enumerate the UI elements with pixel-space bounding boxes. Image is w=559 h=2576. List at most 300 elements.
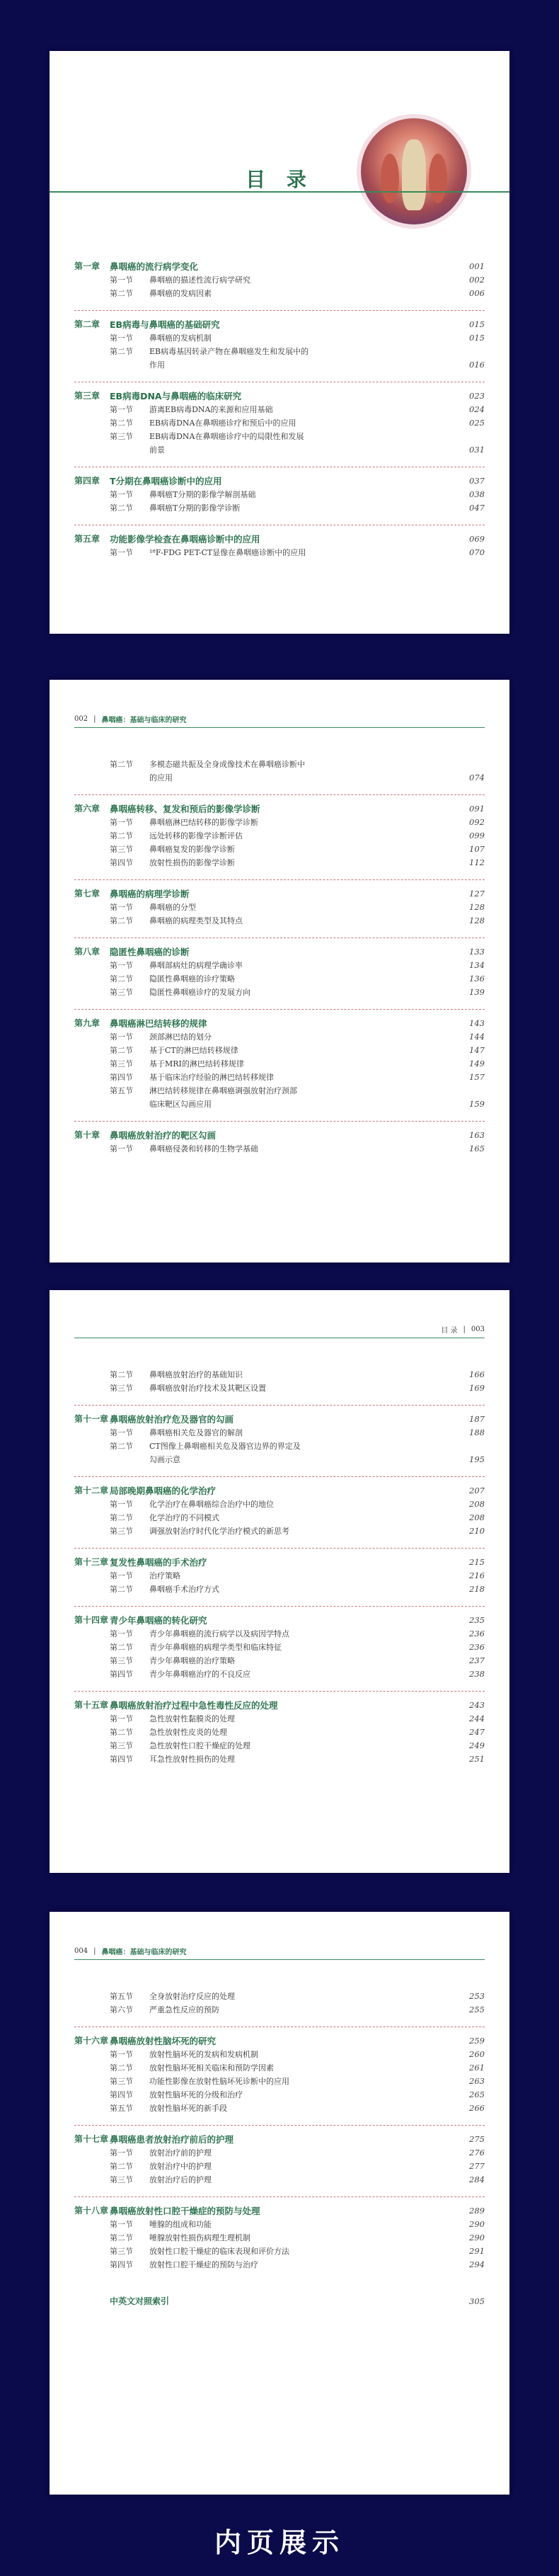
toc-section[interactable] <box>74 2075 485 2088</box>
toc-section[interactable] <box>74 2218 485 2231</box>
toc-section[interactable] <box>74 287 485 300</box>
running-header: 002 | 鼻咽癌：基础与临床的研究 <box>74 714 485 728</box>
chapter-heading[interactable] <box>74 1017 485 1030</box>
chapter-title: EB病毒与鼻咽癌的基础研究 <box>110 319 220 330</box>
section-title-continued: 勾画示意 <box>149 1455 180 1464</box>
toc-section[interactable] <box>74 2173 485 2187</box>
chapter-title: T分期在鼻咽癌诊断中的应用 <box>110 476 222 486</box>
section-title: 鼻咽癌的发病机制 <box>149 334 212 343</box>
chapter-number: 第十三章 <box>74 1557 109 1567</box>
section-title: 全身放射治疗反应的处理 <box>149 1992 235 2001</box>
chapter-number: 第十六章 <box>74 2036 109 2046</box>
section-number: 第三节 <box>110 1527 133 1536</box>
toc-chapter <box>74 1010 485 1122</box>
section-page: 260 <box>469 2049 485 2059</box>
toc-section[interactable] <box>74 2088 485 2102</box>
section-page: 237 <box>469 1655 485 1665</box>
toc-section-continued <box>74 358 485 372</box>
section-page: 002 <box>469 275 485 285</box>
chapter-page: 091 <box>469 804 485 814</box>
section-title: 青少年鼻咽癌的病理学类型和临床特征 <box>149 1643 282 1652</box>
running-page-number: 004 <box>74 1947 88 1955</box>
chapter-number: 第七章 <box>74 889 100 899</box>
section-number: 第二节 <box>110 2233 133 2242</box>
section-number: 第一节 <box>110 334 133 343</box>
section-title: 青少年鼻咽癌的治疗策略 <box>149 1656 235 1665</box>
section-page: 006 <box>469 288 485 298</box>
toc-chapter <box>74 938 485 1010</box>
chapter-number: 第十五章 <box>74 1700 109 1710</box>
section-title: 鼻咽癌的分型 <box>149 903 196 912</box>
chapter-page: 259 <box>469 2036 485 2046</box>
chapter-number: 第八章 <box>74 947 100 957</box>
running-header: 目 录 | 003 <box>74 1324 485 1338</box>
chapter-page: 001 <box>469 261 485 271</box>
chapter-number: 第九章 <box>74 1018 100 1028</box>
section-title: 多模态磁共振及全身成像技术在鼻咽癌诊断中 <box>149 760 305 769</box>
chapter-number: 第四章 <box>74 476 100 486</box>
chapter-title: EB病毒DNA与鼻咽癌的临床研究 <box>110 391 242 401</box>
section-page: 144 <box>469 1032 485 1042</box>
chapter-number: 第五章 <box>74 534 100 544</box>
chapter-title: 鼻咽癌转移、复发和预后的影像学诊断 <box>110 804 260 814</box>
section-title: 放射治疗前的护理 <box>149 2148 212 2158</box>
toc-chapter <box>74 1477 485 1549</box>
chapter-title: 隐匿性鼻咽癌的诊断 <box>110 947 190 957</box>
section-number: 第二节 <box>110 503 133 513</box>
toc-continuation <box>74 1361 485 1406</box>
section-number: 第二节 <box>110 1643 133 1652</box>
section-title: 基于临床治疗经验的淋巴结转移规律 <box>149 1073 274 1082</box>
section-page: 284 <box>469 2175 485 2184</box>
toc-section[interactable] <box>74 1511 485 1524</box>
chapter-number: 第一章 <box>74 261 100 271</box>
section-title: 放射性脑坏死的新手段 <box>149 2104 227 2113</box>
section-number: 第二节 <box>110 974 133 984</box>
section-page: 265 <box>469 2090 485 2099</box>
section-title: 功能性影像在放射性脑坏死诊断中的应用 <box>149 2077 289 2086</box>
section-title: 青少年鼻咽癌的流行病学以及病因学特点 <box>149 1629 289 1639</box>
chapter-heading[interactable] <box>74 318 485 331</box>
section-page: 099 <box>469 831 485 840</box>
section-title: 鼻咽癌放射治疗的基础知识 <box>149 1370 243 1379</box>
chapter-heading[interactable] <box>74 1484 485 1498</box>
section-number: 第一节 <box>110 2148 133 2158</box>
toc-page-4 <box>50 1912 509 2495</box>
chapter-page: 243 <box>469 1700 485 1710</box>
toc-chapter <box>74 2197 485 2281</box>
section-title: 放射性脑坏死相关临床和预防学因素 <box>149 2063 274 2073</box>
section-page: 047 <box>469 503 485 513</box>
toc-list <box>74 1361 485 1776</box>
toc-section[interactable] <box>74 430 485 443</box>
chapter-page: 289 <box>469 2206 485 2216</box>
chapter-title: 鼻咽癌放射治疗危及器官的勾画 <box>110 1414 234 1425</box>
section-number: 第三节 <box>110 1384 133 1393</box>
section-number: 第三节 <box>110 1741 133 1750</box>
section-number: 第三节 <box>110 1059 133 1068</box>
footer-caption: 内页展示 <box>214 2527 345 2558</box>
section-number: 第二节 <box>110 1513 133 1522</box>
section-number: 第四节 <box>110 1073 133 1082</box>
toc-title: 目 录 <box>246 168 313 191</box>
toc-continuation <box>74 1983 485 2027</box>
toc-section[interactable] <box>74 972 485 986</box>
section-title: CT图像上鼻咽癌相关危及器官边界的界定及 <box>149 1442 301 1451</box>
section-title: 青少年鼻咽癌治疗的不良反应 <box>149 1670 250 1679</box>
section-page: 236 <box>469 1642 485 1652</box>
index-page: 305 <box>469 2296 485 2306</box>
section-title: EB病毒DNA在鼻咽癌诊疗和预后中的应用 <box>149 418 296 428</box>
section-page: 038 <box>469 489 485 499</box>
toc-section[interactable] <box>74 2102 485 2115</box>
toc-chapter <box>74 311 485 382</box>
section-page: 147 <box>469 1045 485 1055</box>
toc-section[interactable] <box>74 1753 485 1766</box>
chapter-title: 鼻咽癌放射治疗的靶区勾画 <box>110 1130 217 1141</box>
toc-section[interactable] <box>74 1726 485 1739</box>
toc-section[interactable] <box>74 403 485 416</box>
section-title: 鼻咽癌手术治疗方式 <box>149 1585 219 1594</box>
toc-section[interactable] <box>74 1044 485 1057</box>
chapter-title: 青少年鼻咽癌的转化研究 <box>110 1615 207 1626</box>
section-number: 第一节 <box>110 1714 133 1723</box>
toc-section[interactable] <box>74 1524 485 1538</box>
section-page: 165 <box>469 1144 485 1153</box>
section-number: 第二节 <box>110 916 133 925</box>
chapter-heading[interactable] <box>74 887 485 901</box>
section-title: 放射性口腔干燥症的预防与治疗 <box>149 2260 258 2269</box>
section-title: 放射性口腔干燥症的临床表现和评价方法 <box>149 2247 289 2256</box>
section-number: 第二节 <box>110 347 133 356</box>
chapter-heading[interactable] <box>74 260 485 273</box>
section-number: 第一节 <box>110 275 133 285</box>
toc-section[interactable] <box>74 816 485 829</box>
toc-section[interactable] <box>74 2048 485 2061</box>
section-number: 第一节 <box>110 1144 133 1153</box>
chapter-page: 207 <box>469 1486 485 1495</box>
chapter-heading[interactable] <box>74 474 485 488</box>
toc-section[interactable] <box>74 1739 485 1753</box>
section-number: 第二节 <box>110 831 133 840</box>
chapter-heading[interactable] <box>74 945 485 959</box>
section-title: 淋巴结转移规律在鼻咽癌调强放射治疗颈部 <box>149 1086 297 1095</box>
section-number: 第一节 <box>110 903 133 912</box>
section-title: 放射性脑坏死的分级和治疗 <box>149 2090 243 2099</box>
running-book-title: 鼻咽癌：基础与临床的研究 <box>101 1949 187 1956</box>
section-number: 第一节 <box>110 818 133 827</box>
toc-section[interactable] <box>74 1071 485 1084</box>
section-number: 第二节 <box>110 289 133 298</box>
section-page: 251 <box>469 1754 485 1764</box>
section-page: 208 <box>469 1512 485 1522</box>
toc-chapter <box>74 253 485 311</box>
toc-section[interactable] <box>74 1440 485 1453</box>
section-page: 261 <box>469 2063 485 2073</box>
toc-chapter <box>74 1692 485 1776</box>
toc-section[interactable] <box>74 829 485 843</box>
section-title: 鼻咽癌的病理类型及其特点 <box>149 916 243 925</box>
chapter-title: 鼻咽癌放射性口腔干燥症的预防与处理 <box>110 2206 260 2216</box>
chapter-heading[interactable] <box>74 802 485 816</box>
section-page: 015 <box>469 333 485 343</box>
section-number: 第三节 <box>110 988 133 997</box>
section-page: 159 <box>469 1099 485 1109</box>
section-page: 070 <box>469 547 485 557</box>
chapter-page: 163 <box>469 1130 485 1140</box>
section-number: 第三节 <box>110 2175 133 2184</box>
chapter-heading[interactable] <box>74 2204 485 2218</box>
toc-page-1 <box>50 51 509 634</box>
section-page: 074 <box>469 773 485 782</box>
toc-chapter <box>74 1549 485 1607</box>
chapter-heading[interactable] <box>74 1413 485 1426</box>
section-title: 急性放射性黏膜炎的处理 <box>149 1714 235 1723</box>
section-title: 鼻咽癌T分期的影像学诊断 <box>149 503 241 513</box>
section-title-continued: 前景 <box>149 445 165 455</box>
toc-chapter <box>74 382 485 467</box>
section-title: 化学治疗在鼻咽癌综合治疗中的地位 <box>149 1500 274 1509</box>
chapter-number: 第二章 <box>74 319 100 329</box>
index-entry[interactable] <box>74 2294 485 2308</box>
chapter-title: 鼻咽癌放射性脑坏死的研究 <box>110 2036 217 2046</box>
chapter-number: 第十七章 <box>74 2134 109 2144</box>
section-number: 第一节 <box>110 2050 133 2059</box>
section-number: 第一节 <box>110 548 133 557</box>
section-number: 第二节 <box>110 1370 133 1379</box>
chapter-heading[interactable] <box>74 1556 485 1569</box>
section-page: 294 <box>469 2259 485 2269</box>
section-title: 基于CT的淋巴结转移规律 <box>149 1046 238 1055</box>
toc-section[interactable] <box>74 1426 485 1440</box>
toc-section[interactable] <box>74 416 485 430</box>
section-number: 第一节 <box>110 1032 133 1042</box>
toc-section[interactable] <box>74 1641 485 1654</box>
toc-section[interactable] <box>74 273 485 287</box>
section-page: 290 <box>469 2233 485 2242</box>
toc-section[interactable] <box>74 2003 485 2017</box>
section-page: 136 <box>469 974 485 984</box>
section-page: 157 <box>469 1072 485 1082</box>
toc-section[interactable] <box>74 1668 485 1681</box>
section-page: 249 <box>469 1740 485 1750</box>
toc-section[interactable] <box>74 1057 485 1071</box>
section-number: 第四节 <box>110 1755 133 1764</box>
toc-section-continued <box>74 443 485 457</box>
section-page: 253 <box>469 1991 485 2001</box>
section-title: 放射治疗中的护理 <box>149 2162 212 2171</box>
toc-section[interactable] <box>74 1368 485 1381</box>
section-page: 031 <box>469 445 485 455</box>
section-title: 鼻咽癌的描述性流行病学研究 <box>149 275 250 285</box>
toc-section[interactable] <box>74 843 485 856</box>
section-title: 放射治疗后的护理 <box>149 2175 212 2184</box>
section-number: 第四节 <box>110 2260 133 2269</box>
toc-list <box>74 253 485 569</box>
section-title: 鼻咽癌T分期的影像学解剖基础 <box>149 490 256 499</box>
toc-chapter <box>74 880 485 938</box>
toc-section[interactable] <box>74 2245 485 2258</box>
section-page: 016 <box>469 360 485 370</box>
section-page: 149 <box>469 1059 485 1068</box>
chapter-page: 069 <box>469 534 485 544</box>
toc-chapter <box>74 1607 485 1692</box>
toc-chapter <box>74 525 485 569</box>
title-divider <box>50 191 509 193</box>
section-title: EB病毒DNA在鼻咽癌诊疗中的局限性和发展 <box>149 432 304 441</box>
toc-section[interactable] <box>74 1084 485 1098</box>
section-page: 024 <box>469 404 485 414</box>
section-page: 092 <box>469 817 485 827</box>
running-page-number: 003 <box>471 1326 485 1333</box>
toc-page-3 <box>50 1290 509 1873</box>
section-page: 128 <box>469 916 485 925</box>
chapter-heading[interactable] <box>74 2133 485 2146</box>
chapter-number: 第十一章 <box>74 1414 109 1424</box>
toc-section[interactable] <box>74 1712 485 1726</box>
section-title: 放射性损伤的影像学诊断 <box>149 858 235 867</box>
chapter-number: 第六章 <box>74 804 100 814</box>
toc-section[interactable] <box>74 2061 485 2075</box>
section-title-continued: 作用 <box>149 360 165 370</box>
section-page: 218 <box>469 1584 485 1594</box>
section-page: 188 <box>469 1427 485 1437</box>
toc-section[interactable] <box>74 959 485 972</box>
section-number: 第一节 <box>110 1500 133 1509</box>
section-page: 244 <box>469 1714 485 1723</box>
section-page: 128 <box>469 902 485 912</box>
section-page: 247 <box>469 1727 485 1737</box>
running-header: 004 | 鼻咽癌：基础与临床的研究 <box>74 1946 485 1960</box>
section-number: 第五节 <box>110 1086 133 1095</box>
section-number: 第四节 <box>110 1670 133 1679</box>
toc-section[interactable] <box>74 488 485 501</box>
running-book-title: 鼻咽癌：基础与临床的研究 <box>101 717 187 724</box>
toc-section[interactable] <box>74 1990 485 2003</box>
section-title: 鼻咽部病灶的病理学确诊率 <box>149 961 243 970</box>
section-title: EB病毒基因转录产物在鼻咽癌发生和发展中的 <box>149 347 309 356</box>
section-title: 隐匿性鼻咽癌诊疗的发展方向 <box>149 988 250 997</box>
toc-chapter <box>74 1406 485 1477</box>
section-number: 第一节 <box>110 2220 133 2229</box>
toc-section[interactable] <box>74 986 485 999</box>
section-title: 基于MRI的淋巴结转移规律 <box>149 1059 244 1068</box>
chapter-number: 第十四章 <box>74 1615 109 1625</box>
toc-chapter <box>74 467 485 525</box>
toc-section[interactable] <box>74 1569 485 1583</box>
section-page: 291 <box>469 2246 485 2256</box>
section-title: 严重急性反应的预防 <box>149 2005 219 2014</box>
index-title: 中英文对照索引 <box>110 2296 170 2306</box>
section-number: 第三节 <box>110 2077 133 2086</box>
toc-chapter <box>74 795 485 880</box>
section-page: 276 <box>469 2148 485 2158</box>
toc-chapter <box>74 1122 485 1166</box>
toc-section[interactable] <box>74 1654 485 1668</box>
section-title: 远处转移的影像学诊断评估 <box>149 831 243 840</box>
section-number: 第二节 <box>110 1585 133 1594</box>
section-page: 139 <box>469 987 485 997</box>
section-number: 第二节 <box>110 760 133 769</box>
section-title: 鼻咽癌的发病因素 <box>149 289 212 298</box>
toc-section[interactable] <box>74 901 485 914</box>
section-title: 治疗策略 <box>149 1571 180 1580</box>
section-number: 第六节 <box>110 2005 133 2014</box>
running-book-title: 目 录 <box>441 1327 458 1335</box>
chapter-page: 187 <box>469 1414 485 1424</box>
section-number: 第二节 <box>110 1442 133 1451</box>
chapter-page: 133 <box>469 947 485 957</box>
section-page: 290 <box>469 2219 485 2229</box>
toc-chapter <box>74 2126 485 2197</box>
section-page: 166 <box>469 1369 485 1379</box>
section-page: 263 <box>469 2076 485 2086</box>
section-page: 277 <box>469 2161 485 2171</box>
toc-section[interactable] <box>74 1583 485 1596</box>
chapter-page: 037 <box>469 476 485 486</box>
toc-list <box>74 1983 485 2308</box>
toc-section[interactable] <box>74 345 485 358</box>
toc-section[interactable] <box>74 2146 485 2160</box>
toc-section[interactable] <box>74 856 485 870</box>
toc-section[interactable] <box>74 914 485 928</box>
chapter-title: 复发性鼻咽癌的手术治疗 <box>110 1557 207 1568</box>
section-number: 第二节 <box>110 418 133 428</box>
chapter-heading[interactable] <box>74 1699 485 1712</box>
section-title: 隐匿性鼻咽癌的诊疗策略 <box>149 974 235 984</box>
section-title: 鼻咽癌相关危及器官的解剖 <box>149 1428 243 1437</box>
toc-section[interactable] <box>74 1381 485 1395</box>
section-number: 第二节 <box>110 2162 133 2171</box>
toc-section[interactable] <box>74 1498 485 1511</box>
section-page: 195 <box>469 1454 485 1464</box>
section-number: 第一节 <box>110 490 133 499</box>
section-number: 第一节 <box>110 405 133 414</box>
toc-section[interactable] <box>74 1142 485 1156</box>
section-page: 255 <box>469 2005 485 2014</box>
chapter-title: 鼻咽癌的病理学诊断 <box>110 889 190 899</box>
chapter-page: 143 <box>469 1018 485 1028</box>
toc-section[interactable] <box>74 2160 485 2173</box>
chapter-page: 275 <box>469 2134 485 2144</box>
section-title: 化学治疗的不同模式 <box>149 1513 219 1522</box>
toc-section[interactable] <box>74 2258 485 2272</box>
chapter-heading[interactable] <box>74 1129 485 1142</box>
chapter-heading[interactable] <box>74 389 485 403</box>
section-title: 鼻咽癌淋巴结转移的影像学诊断 <box>149 818 258 827</box>
section-title-continued: 的应用 <box>149 773 173 782</box>
section-title: 耳急性放射性损伤的处理 <box>149 1755 235 1764</box>
chapter-page: 215 <box>469 1557 485 1567</box>
toc-section[interactable] <box>74 1627 485 1641</box>
section-title: 鼻咽癌放射治疗技术及其靶区设置 <box>149 1384 266 1393</box>
section-title: 调强放射治疗时代化学治疗模式的新思考 <box>149 1527 289 1536</box>
chapter-heading[interactable] <box>74 1614 485 1627</box>
toc-section[interactable] <box>74 501 485 515</box>
toc-section[interactable] <box>74 1030 485 1044</box>
toc-section[interactable] <box>74 546 485 559</box>
section-number: 第三节 <box>110 432 133 441</box>
toc-section[interactable] <box>74 331 485 345</box>
section-number: 第二节 <box>110 1728 133 1737</box>
chapter-heading[interactable] <box>74 2034 485 2048</box>
chapter-title: 鼻咽癌放射治疗过程中急性毒性反应的处理 <box>110 1700 278 1711</box>
toc-section[interactable] <box>74 2231 485 2245</box>
chapter-page: 127 <box>469 889 485 899</box>
chapter-title: 鼻咽癌淋巴结转移的规律 <box>110 1018 207 1029</box>
section-page: 238 <box>469 1669 485 1679</box>
chapter-heading[interactable] <box>74 532 485 546</box>
